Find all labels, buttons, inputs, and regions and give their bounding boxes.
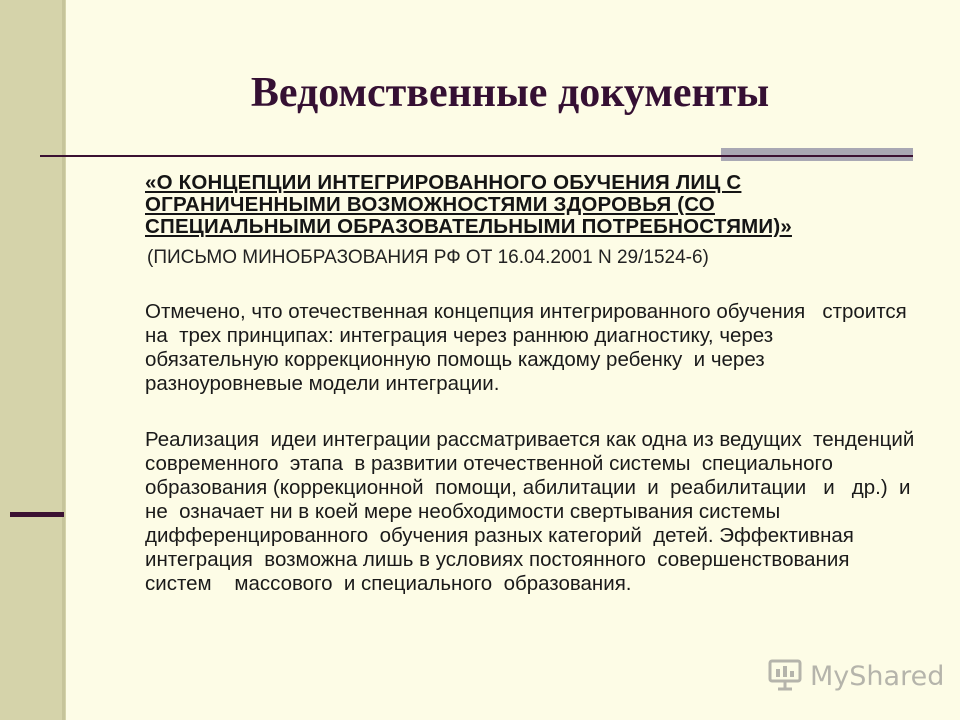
presentation-icon: [768, 657, 804, 696]
watermark-text: MyShared: [810, 660, 945, 692]
paragraph-implementation: Реализация идеи интеграции рассматривается как одна из ведущих тенденций современного этапа в развитии отечественной системы специального образования (коррекционной помощи, абилитации и реабилитации и др.) и не означает ни в коей мере необходимости свертывания системы дифференцированного обучения разных категорий детей. Эффективная интеграция возможна лишь в условиях постоянного совершенствования систем массового и специального образования.: [145, 428, 943, 595]
document-source: (ПИСЬМО МИНОБРАЗОВАНИЯ РФ ОТ 16.04.2001 N 29/1524-6): [147, 247, 709, 268]
document-subject: «О КОНЦЕПЦИИ ИНТЕГРИРОВАННОГО ОБУЧЕНИЯ ЛИЦ С ОГРАНИЧЕННЫМИ ВОЗМОЖНОСТЯМИ ЗДОРОВЬЯ (СО СПЕЦИАЛЬНЫМИ ОБРАЗОВАТЕЛЬНЫМИ ПОТРЕБНОСТЯМИ)»: [145, 171, 792, 238]
slide-title: Ведомственные документы: [250, 70, 770, 116]
paragraph-principles: Отмечено, что отечественная концепция интегрированного обучения строится на трех принципах: интеграция через раннюю диагностику, через обязательную коррекционную помощь каждому ребенку и через разноуровневые модели интеграции.: [145, 300, 919, 395]
title-rule-accent-line: [721, 155, 913, 157]
left-decor-tick: [10, 512, 64, 517]
left-decor-bar: [0, 0, 66, 720]
watermark: [768, 656, 945, 696]
